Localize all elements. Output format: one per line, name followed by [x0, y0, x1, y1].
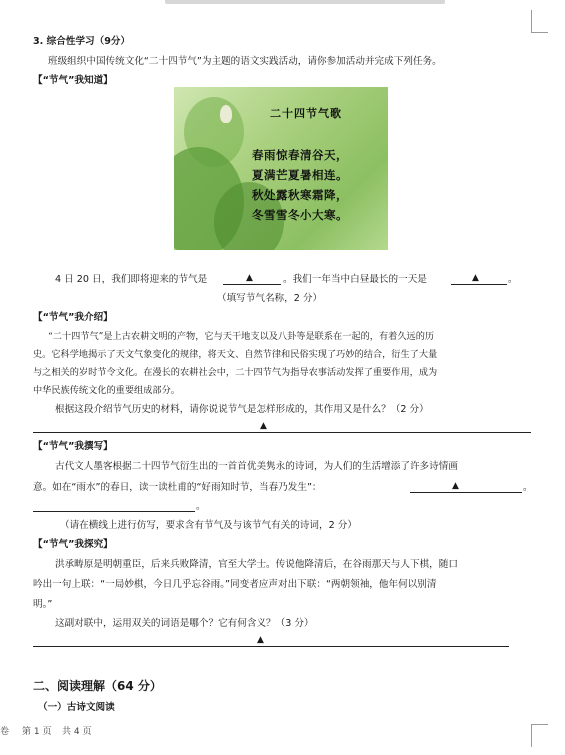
know-note: （填写节气名称，2 分）: [217, 293, 323, 304]
know-question-part2: 。我们一年当中白昼最长的一天是: [283, 274, 427, 285]
page-corner-mark-bottom: [531, 724, 548, 747]
lotus-flower-icon: [220, 105, 232, 123]
blank-marker: ▲: [452, 481, 459, 491]
answer-blank-write-1[interactable]: [410, 492, 522, 493]
explore-question: 这副对联中，运用双关的词语是哪个？它有何含义？（3 分）: [55, 618, 314, 629]
answer-blank-2[interactable]: [451, 284, 507, 285]
answer-blank-write-2[interactable]: [33, 511, 195, 512]
write-paragraph-line: 意。如在“雨水”的春日，读一读杜甫的“好雨知时节，当春乃发生”：: [33, 482, 322, 493]
intro-paragraph-line: 中华民族传统文化的重要组成部分。: [33, 385, 180, 396]
page-corner-mark-top: [531, 10, 548, 33]
poem-title: 二十四节气歌: [270, 107, 342, 120]
write-paragraph-line: 古代文人墨客根据二十四节气衍生出的一首首优美隽永的诗词，为人们的生活增添了许多诗情画: [55, 461, 458, 472]
footer-prefix: 卷: [0, 727, 10, 737]
section-header-explore: 【“节气”我探究】: [33, 539, 113, 550]
blank-marker: ▲: [472, 273, 479, 283]
blank-marker: ▲: [246, 273, 253, 283]
explore-paragraph-line: 洪承畴原是明朝重臣，后来兵败降清，官至大学士。传说他降清后，在谷雨那天与人下棋，随口: [55, 559, 458, 570]
answer-line-intro[interactable]: [33, 432, 531, 433]
know-question-part1: 4 日 20 日，我们即将迎来的节气是: [55, 274, 208, 285]
explore-paragraph-line: 吟出一句上联：“一局妙棋，今日几乎忘谷雨。”同变者应声对出下联：“两朝领袖，他年何以别清: [33, 579, 437, 590]
blank-marker: ▲: [257, 635, 264, 645]
intro-question: 根据这段介绍节气历史的材料，请你说说节气是怎样形成的，其作用又是什么？（2 分）: [55, 404, 429, 415]
page-number: 第 1 页: [22, 727, 52, 737]
question-heading: 3. 综合性学习（9分）: [33, 36, 131, 47]
intro-paragraph-line: “二十四节气”是上古农耕文明的产物，它与天干地支以及八卦等是联系在一起的，有着久远的历: [48, 331, 435, 342]
section-header-know: 【“节气”我知道】: [33, 75, 113, 86]
section-header-intro: 【“节气”我介绍】: [33, 312, 113, 323]
write-note: （请在横线上进行仿写，要求含有节气及与该节气有关的诗词，2 分）: [60, 520, 357, 531]
answer-blank-1[interactable]: [223, 284, 281, 285]
part-two-heading: 二、阅读理解（64 分）: [33, 679, 162, 693]
page-total: 共 4 页: [62, 727, 92, 737]
intro-paragraph-line: 与之相关的岁时节令文化。在漫长的农耕社会中，二十四节气为指导农事活动发挥了重要作用，成为: [33, 367, 438, 378]
intro-paragraph-line: 史。它科学地揭示了天文气象变化的规律，将天文、自然节律和民俗实现了巧妙的结合，衍生了大量: [33, 349, 438, 360]
poem-line: 秋处露秋寒霜降，: [252, 188, 348, 202]
poem-image: [174, 87, 388, 250]
question-intro: 班级组织中国传统文化“二十四节气”为主题的语文实践活动，请你参加活动并完成下列任务。: [48, 56, 442, 67]
answer-line-explore[interactable]: [33, 646, 509, 647]
poem-line: 夏满芒夏暑相连。: [252, 168, 348, 182]
blank-marker: ▲: [260, 421, 267, 431]
window-top-edge: [165, 0, 445, 4]
part-two-subheading: （一）古诗文阅读: [38, 702, 115, 713]
poem-line: 春雨惊春清谷天，: [252, 148, 348, 162]
poem-line: 冬雪雪冬小大寒。: [252, 208, 348, 222]
section-header-write: 【“节气”我撰写】: [33, 441, 113, 452]
explore-paragraph-line: 明。”: [33, 599, 53, 610]
